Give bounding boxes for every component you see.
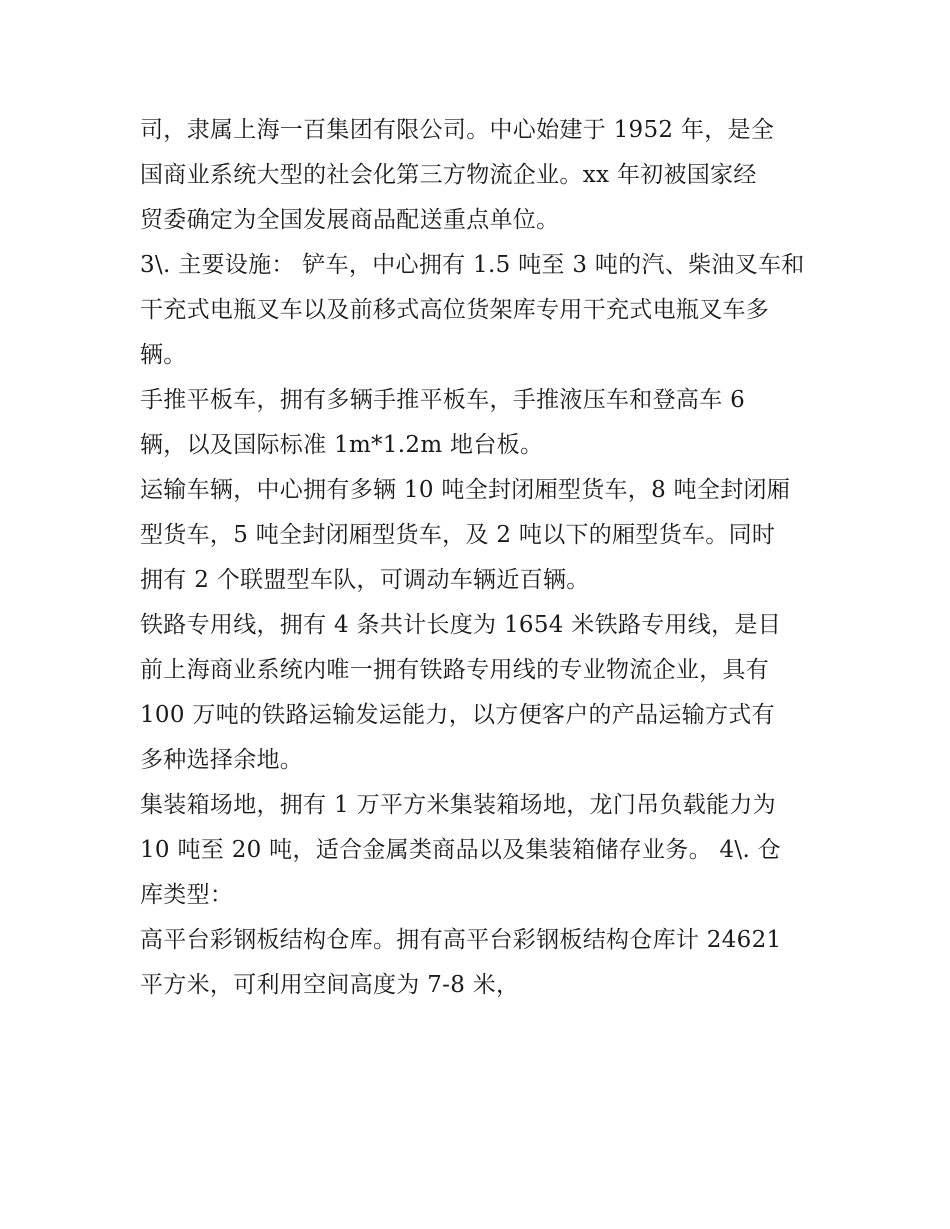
document-body — [140, 108, 820, 1008]
text-line: 库类型： — [140, 882, 234, 908]
text-line: 国商业系统大型的社会化第三方物流企业。xx 年初被国家经 — [140, 162, 757, 188]
text-line: 100 万吨的铁路运输发运能力，以方便客户的产品运输方式有 — [140, 702, 775, 728]
text-line: 干充式电瓶叉车以及前移式高位货架库专用干充式电瓶叉车多 — [140, 297, 770, 323]
text-line: 贸委确定为全国发展商品配送重点单位。 — [140, 207, 560, 233]
text-line: 辆。 — [140, 342, 187, 368]
text-line: 铁路专用线，拥有 4 条共计长度为 1654 米铁路专用线，是目 — [140, 612, 782, 638]
text-line: 司，隶属上海一百集团有限公司。中心始建于 1952 年，是全 — [140, 117, 775, 143]
text-line: 高平台彩钢板结构仓库。拥有高平台彩钢板结构仓库计 24621 — [140, 927, 782, 953]
text-line: 手推平板车，拥有多辆手推平板车，手推液压车和登高车 6 — [140, 387, 746, 413]
text-line: 多种选择余地。 — [140, 747, 304, 773]
text-line: 前上海商业系统内唯一拥有铁路专用线的专业物流企业，具有 — [140, 657, 770, 683]
text-line: 10 吨至 20 吨，适合金属类商品以及集装箱储存业务。 4\. 仓 — [140, 837, 781, 863]
text-line: 平方米，可利用空间高度为 7-8 米， — [140, 972, 520, 998]
text-line: 型货车，5 吨全封闭厢型货车，及 2 吨以下的厢型货车。同时 — [140, 522, 776, 548]
text-line: 拥有 2 个联盟型车队，可调动车辆近百辆。 — [140, 567, 590, 593]
text-line: 辆，以及国际标准 1m*1.2m 地台板。 — [140, 432, 544, 458]
text-line: 集装箱场地，拥有 1 万平方米集装箱场地，龙门吊负载能力为 — [140, 792, 776, 818]
text-line: 运输车辆，中心拥有多辆 10 吨全封闭厢型货车，8 吨全封闭厢 — [140, 477, 791, 503]
text-line: 3\. 主要设施： 铲车，中心拥有 1.5 吨至 3 吨的汽、柴油叉车和 — [140, 252, 805, 278]
